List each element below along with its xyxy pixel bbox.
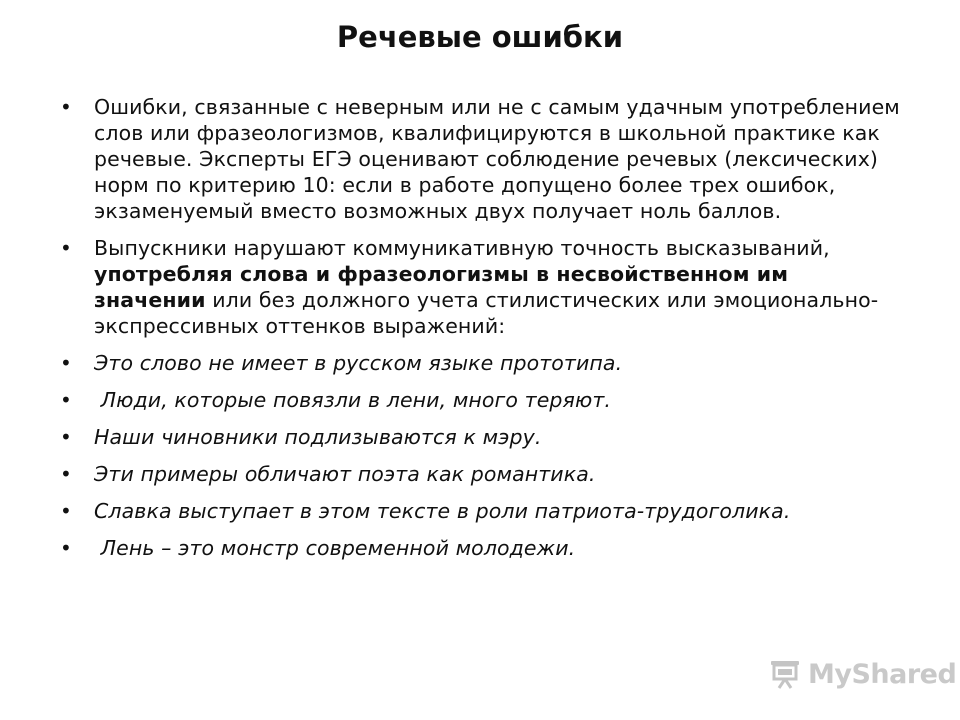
example-sentence: Люди, которые повязли в лени, много теряют. — [94, 388, 611, 412]
bullet-dot: • — [60, 536, 72, 560]
example-sentence: Эти примеры обличают поэта как романтика. — [94, 462, 596, 486]
example-sentence: Лень – это монстр современной молодежи. — [94, 536, 576, 560]
example-sentence: Это слово не имеет в русском языке прототипа. — [94, 351, 623, 375]
example-sentence: Славка выступает в этом тексте в роли патриота-трудоголика. — [94, 499, 791, 523]
list-item — [56, 350, 906, 376]
bullet-dot: • — [60, 351, 72, 375]
watermark — [768, 656, 956, 692]
slide-title: Речевые ошибки — [336, 20, 624, 54]
list-item — [56, 424, 906, 450]
projector-screen-icon — [768, 658, 802, 690]
bullet-text — [94, 235, 906, 339]
list-item — [56, 387, 906, 413]
list-item — [56, 94, 906, 224]
bullet-text-start: Выпускники нарушают коммуникативную точность высказываний, — [94, 236, 830, 260]
list-item — [56, 235, 906, 339]
example-sentence: Наши чиновники подлизываются к мэру. — [94, 425, 542, 449]
list-item — [56, 498, 906, 524]
bullet-text-end: или без должного учета стилистических или эмоционально-экспрессивных оттенков выражений: — [94, 288, 879, 338]
bullet-dot: • — [60, 95, 72, 119]
bullet-dot: • — [60, 388, 72, 412]
bullet-dot: • — [60, 499, 72, 523]
bullet-list — [56, 94, 906, 572]
bullet-text-emphasis: употребляя слова и фразеологизмы в несвойственном им значении — [94, 262, 789, 312]
bullet-dot: • — [60, 462, 72, 486]
watermark-text: MyShared — [808, 658, 957, 690]
bullet-dot: • — [60, 425, 72, 449]
bullet-dot: • — [60, 236, 72, 260]
list-item — [56, 535, 906, 561]
bullet-text: Ошибки, связанные с неверным или не с самым удачным употреблением слов или фразеологизмов, квалифицируются в школьной практике как речевые. Эксперты ЕГЭ оценивают соблюдение речевых (лексических) норм по критерию 10: если в работе допущено более трех ошибок, экзаменуемый вместо возможных двух получает ноль баллов. — [94, 95, 900, 223]
list-item — [56, 461, 906, 487]
